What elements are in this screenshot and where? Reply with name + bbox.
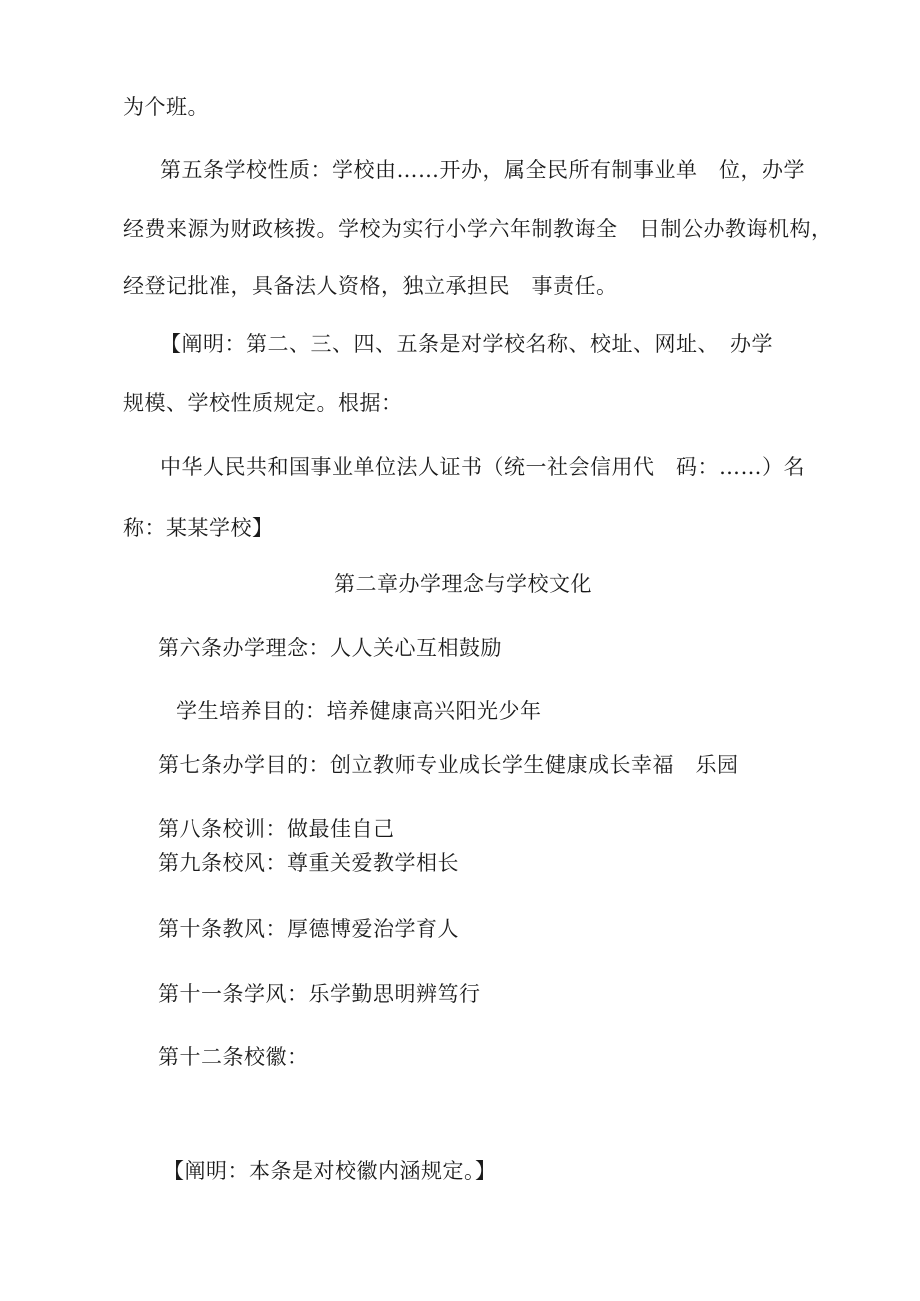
text-line: 第六条办学理念：人人关心互相鼓励 [158, 636, 502, 660]
text-line: 第十二条校徽： [158, 1045, 309, 1069]
text-line: 【阐明：第二、三、四、五条是对学校名称、校址、网址、 办学 [160, 332, 773, 356]
text-line: 第五条学校性质：学校由……开办，属全民所有制事业单 位，办学 [160, 158, 805, 182]
text-line: 为个班。 [123, 95, 209, 119]
chapter-heading: 第二章办学理念与学校文化 [334, 572, 592, 596]
text-line: 第七条办学目的：创立教师专业成长学生健康成长幸福 乐园 [158, 753, 739, 777]
text-line: 【阐明：本条是对校徽内涵规定。】 [163, 1159, 497, 1183]
text-line: 第十条教风：厚德博爱治学育人 [158, 917, 459, 941]
text-line: 第九条校风：尊重关爱教学相长 [158, 851, 459, 875]
text-line: 第十一条学风：乐学勤思明辨笃行 [158, 982, 481, 1006]
text-line: 称：某某学校】 [123, 516, 274, 540]
text-line: 经费来源为财政核拨。学校为实行小学六年制教诲全 日制公办教诲机构， [123, 217, 833, 241]
text-line: 学生培养目的：培养健康高兴阳光少年 [176, 699, 542, 723]
text-line: 中华人民共和国事业单位法人证书（统一社会信用代 码：……）名 [160, 455, 805, 479]
text-line: 第八条校训：做最佳自己 [158, 817, 395, 841]
text-line: 经登记批准，具备法人资格，独立承担民 事责任。 [123, 274, 618, 298]
text-line: 规模、学校性质规定。根据： [123, 391, 403, 415]
